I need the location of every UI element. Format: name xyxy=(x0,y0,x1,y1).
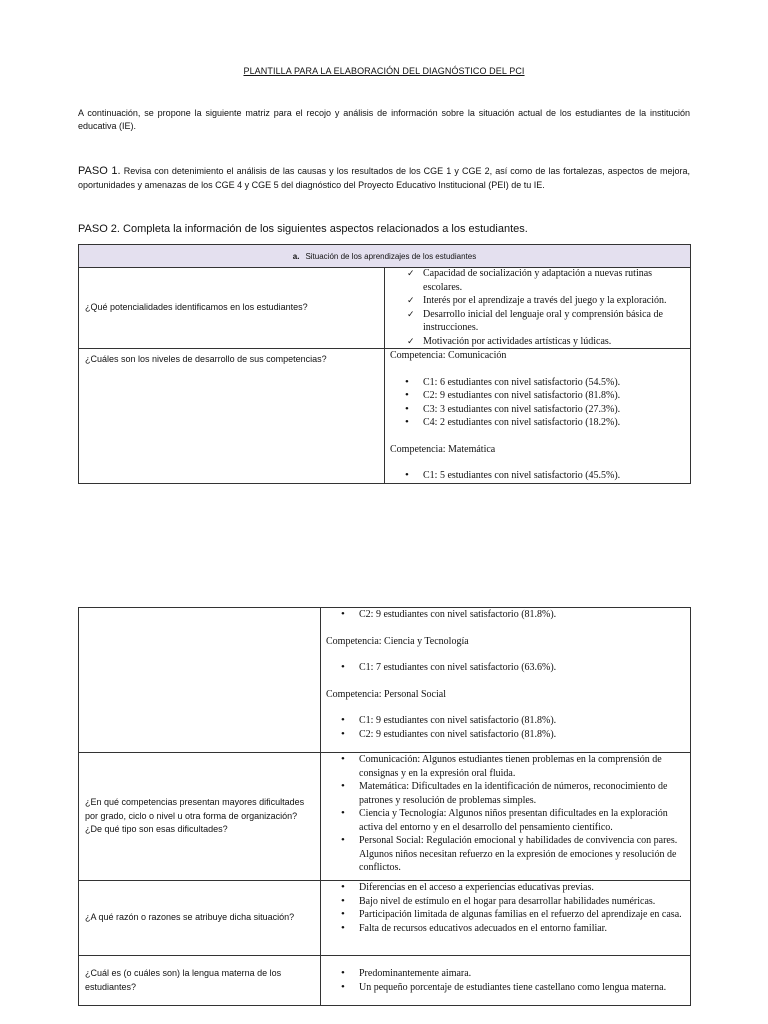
question-lengua: ¿Cuál es (o cuáles son) la lengua materna de los estudiantes? xyxy=(79,956,321,1006)
intro-paragraph: A continuación, se propone la siguiente matriz para el recojo y análisis de información sobre la situación actual de los estudiantes de la institución educativa (IE). xyxy=(78,108,690,131)
question-razones: ¿A qué razón o razones se atribuye dicha situación? xyxy=(79,881,321,956)
list-item: • C2: 9 estudiantes con nivel satisfactorio (81.8%). xyxy=(390,389,686,403)
paso-1-lead: PASO 1. xyxy=(78,165,121,177)
answer-niveles xyxy=(385,349,691,484)
question-niveles-cont xyxy=(79,608,321,753)
competencia-comunicacion: Competencia: Comunicación xyxy=(390,350,507,361)
paso-2-heading: PASO 2. Completa la información de los siguientes aspectos relacionados a los estudiantes. xyxy=(78,223,528,235)
list-item: ✓ Motivación por actividades artísticas y lúdicas. xyxy=(390,335,686,349)
list-item: • Falta de recursos educativos adecuados en el entorno familiar. xyxy=(326,922,686,936)
diagnostic-table-part-2 xyxy=(78,607,691,1006)
section-header xyxy=(79,245,691,268)
answer-razones xyxy=(321,881,691,956)
competencia-personal-social: Competencia: Personal Social xyxy=(326,688,446,700)
list-item: • C1: 9 estudiantes con nivel satisfactorio (81.8%). xyxy=(326,714,686,728)
list-item: • Comunicación: Algunos estudiantes tienen problemas en la comprensión de consignas y en la expresión oral fluida. xyxy=(326,753,686,780)
list-item: • Ciencia y Tecnología: Algunos niños presentan dificultades en la exploración activa del entorno y en el desarrollo del pensamiento científico. xyxy=(326,807,686,834)
question-potencialidades: ¿Qué potencialidades identificamos en los estudiantes? xyxy=(79,268,385,349)
list-item: • C1: 6 estudiantes con nivel satisfactorio (54.5%). xyxy=(390,376,686,390)
question-niveles: ¿Cuáles son los niveles de desarrollo de sus competencias? xyxy=(79,349,385,484)
question-dificultades: ¿En qué competencias presentan mayores dificultades por grado, ciclo o nivel u otra forma de organización? ¿De qué tipo son esas dificultades? xyxy=(79,753,321,881)
list-item: • Participación limitada de algunas familias en el refuerzo del aprendizaje en casa. xyxy=(326,908,686,922)
answer-potencialidades xyxy=(385,268,691,349)
answer-dificultades xyxy=(321,753,691,881)
paso-1-paragraph xyxy=(78,164,690,192)
list-item: • C1: 7 estudiantes con nivel satisfactorio (63.6%). xyxy=(326,661,686,675)
list-item: ✓ Desarrollo inicial del lenguaje oral y comprensión básica de instrucciones. xyxy=(390,308,686,335)
list-item: • Diferencias en el acceso a experiencias educativas previas. xyxy=(326,881,686,895)
competencia-matematica: Competencia: Matemática xyxy=(390,443,496,455)
list-item: ✓ Interés por el aprendizaje a través del juego y la exploración. xyxy=(390,294,686,308)
list-item: • C4: 2 estudiantes con nivel satisfactorio (18.2%). xyxy=(390,416,686,430)
list-item: • Un pequeño porcentaje de estudiantes tiene castellano como lengua materna. xyxy=(326,981,686,995)
answer-niveles-cont xyxy=(321,608,691,753)
list-item: • Bajo nivel de estímulo en el hogar para desarrollar habilidades numéricas. xyxy=(326,895,686,909)
list-item: • C3: 3 estudiantes con nivel satisfactorio (27.3%). xyxy=(390,403,686,417)
list-item: • C1: 5 estudiantes con nivel satisfactorio (45.5%). xyxy=(390,469,686,483)
paso-1-text: Revisa con detenimiento el análisis de las causas y los resultados de los CGE 1 y CGE 2, así como de las fortalezas, aspectos de mejora, oportunidades y amenazas de los CGE 4 y CGE 5 del diagnóstico del Proyecto Educativo Institucional (PEI) de tu IE. xyxy=(78,166,690,190)
list-item: • C2: 9 estudiantes con nivel satisfactorio (81.8%). xyxy=(326,608,686,622)
diagnostic-table-part-1 xyxy=(78,244,691,484)
section-label: Situación de los aprendizajes de los estudiantes xyxy=(305,251,477,261)
page-title: PLANTILLA PARA LA ELABORACIÓN DEL DIAGNÓSTICO DEL PCI xyxy=(243,66,525,76)
answer-lengua xyxy=(321,956,691,1006)
list-item: • C2: 9 estudiantes con nivel satisfactorio (81.8%). xyxy=(326,728,686,742)
list-item: • Predominantemente aimara. xyxy=(326,967,686,981)
list-item: • Matemática: Dificultades en la identificación de números, reconocimiento de patrones y resolución de problemas simples. xyxy=(326,780,686,807)
list-item: • Personal Social: Regulación emocional y habilidades de convivencia con pares. Algunos niños necesitan refuerzo en la expresión de emociones y resolución de conflictos. xyxy=(326,834,686,875)
section-letter: a. xyxy=(292,251,300,261)
competencia-ciencia: Competencia: Ciencia y Tecnología xyxy=(326,635,469,647)
list-item: ✓ Capacidad de socialización y adaptación a nuevas rutinas escolares. xyxy=(390,267,686,294)
